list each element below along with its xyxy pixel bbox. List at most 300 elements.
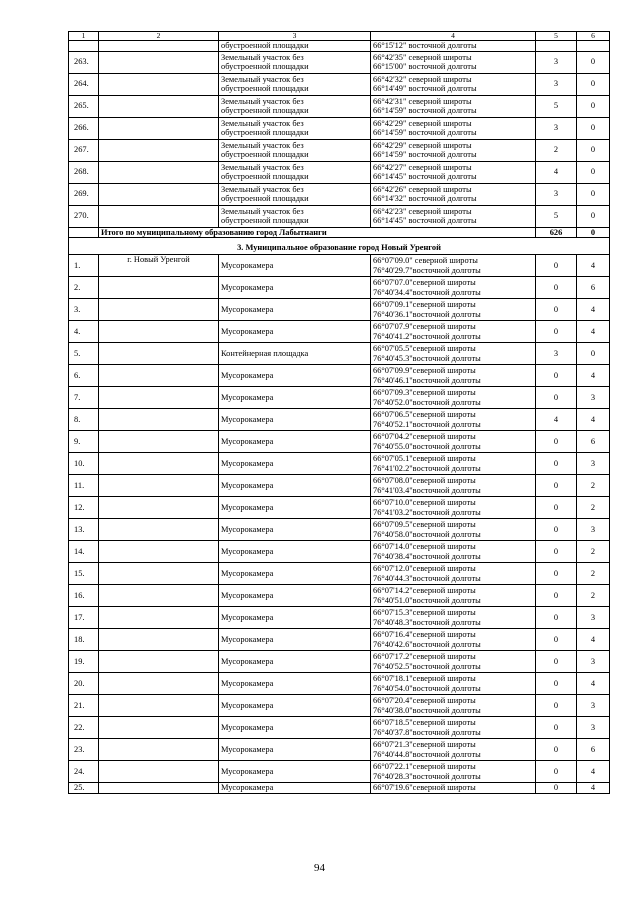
table-row [69,519,610,541]
value-col6-cell: 4 [577,673,610,695]
value-col6-cell: 4 [577,783,610,794]
object-type-line-1: Земельный участок без [221,184,304,194]
value-col5-cell: 0 [536,519,577,541]
coordinates-cell [371,717,536,739]
value-col6-cell [577,41,610,52]
row-number-cell: 266. [69,117,99,139]
coordinates-cell [371,739,536,761]
value-col5-cell: 0 [536,541,577,563]
latitude-text: 66°07'09.0" северной широты [373,256,478,266]
value-col5-cell: 0 [536,475,577,497]
locality-cell [99,73,219,95]
object-type-cell: Мусорокамера [219,277,371,299]
table-row [69,673,610,695]
latitude-text: 66°07'04.2"северной широты [373,432,476,442]
longitude-text: 76°40'28.3"восточной долготы [373,771,481,781]
locality-cell [99,161,219,183]
value-col5-cell: 3 [536,343,577,365]
value-col5-cell: 0 [536,277,577,299]
object-type-line-1: Земельный участок без [221,52,304,62]
value-col5-cell: 0 [536,585,577,607]
object-type-cell: Мусорокамера [219,695,371,717]
coordinates-cell [371,343,536,365]
table-row [69,541,610,563]
latitude-text: 66°07'14.2"северной широты [373,586,476,596]
table-row [69,183,610,205]
value-col6-cell: 4 [577,299,610,321]
row-number-cell [69,41,99,52]
longitude-text: 76°40'51.0"восточной долготы [373,595,481,605]
value-col5-cell: 0 [536,387,577,409]
value-col6-cell: 4 [577,255,610,277]
value-col6-cell: 4 [577,761,610,783]
object-type-cell: Мусорокамера [219,783,371,794]
latitude-text: 66°07'21.3"северной широты [373,740,476,750]
object-type-cell [219,117,371,139]
column-number-5: 5 [536,32,577,41]
object-type-cell: Мусорокамера [219,409,371,431]
latitude-text: 66°07'10.0"северной широты [373,498,476,508]
value-col5-cell: 0 [536,563,577,585]
value-col6-cell: 0 [577,161,610,183]
table-row [69,321,610,343]
table-row [69,783,610,794]
table-row [69,51,610,73]
row-number-cell: 4. [69,321,99,343]
value-col6-cell: 2 [577,585,610,607]
coordinates-cell [371,761,536,783]
column-number-4: 4 [371,32,536,41]
value-col6-cell: 4 [577,365,610,387]
longitude-text: 76°40'38.4"восточной долготы [373,551,481,561]
column-number-6: 6 [577,32,610,41]
latitude-text: 66°07'05.1"северной широты [373,454,476,464]
waste-sites-table-page [68,31,609,794]
object-type-line-2: обустроенной площадки [221,106,309,116]
locality-cell [99,585,219,607]
value-col6-cell: 6 [577,431,610,453]
waste-sites-table [68,31,610,794]
value-col6-cell: 3 [577,651,610,673]
longitude-text: 76°40'52.0"восточной долготы [373,397,481,407]
coordinates-cell [371,387,536,409]
longitude-text: 76°40'34.4"восточной долготы [373,287,481,297]
row-number-cell: 19. [69,651,99,673]
value-col6-cell: 4 [577,409,610,431]
row-number-cell: 265. [69,95,99,117]
column-number-3: 3 [219,32,371,41]
value-col6-cell: 0 [577,117,610,139]
coordinates-cell [371,117,536,139]
value-col5-cell: 0 [536,739,577,761]
column-number-2: 2 [99,32,219,41]
object-type-cell: Мусорокамера [219,321,371,343]
longitude-text: 76°40'44.3"восточной долготы [373,573,481,583]
value-col5-cell: 3 [536,51,577,73]
longitude-text: 76°40'44.8"восточной долготы [373,749,481,759]
value-col5-cell: 2 [536,139,577,161]
coordinates-cell [371,629,536,651]
object-type-cell: Мусорокамера [219,651,371,673]
coordinates-cell [371,431,536,453]
value-col5-cell: 0 [536,453,577,475]
value-col6-cell: 0 [577,139,610,161]
row-number-cell: 14. [69,541,99,563]
locality-cell [99,41,219,52]
total-value-col5: 626 [536,227,577,238]
latitude-text: 66°07'05.5"северной широты [373,344,476,354]
table-row [69,497,610,519]
value-col6-cell: 3 [577,607,610,629]
value-col5-cell: 0 [536,695,577,717]
section-title: 3. Муниципальное образование город Новый Уренгой [69,242,610,255]
table-row [69,585,610,607]
value-col5-cell: 3 [536,183,577,205]
value-col6-cell: 4 [577,629,610,651]
coordinates-cell: 66°07'19.6"северной широты [371,783,536,794]
coordinates-cell [371,651,536,673]
longitude-text: 66°14'49" восточной долготы [373,84,477,94]
locality-cell [99,277,219,299]
value-col5-cell: 0 [536,629,577,651]
row-number-cell: 267. [69,139,99,161]
longitude-text: 76°41'02.2"восточной долготы [373,463,481,473]
object-type-cell: Мусорокамера [219,519,371,541]
locality-cell [99,695,219,717]
longitude-text: 76°40'36.1"восточной долготы [373,309,481,319]
row-number-cell: 25. [69,783,99,794]
value-col6-cell: 3 [577,519,610,541]
value-col6-cell: 4 [577,321,610,343]
locality-cell [99,299,219,321]
longitude-text: 66°14'59" восточной долготы [373,106,477,116]
total-label: Итого по муниципальному образованию город Лабытнанги [99,227,536,238]
value-col5-cell: 4 [536,161,577,183]
object-type-cell [219,73,371,95]
object-type-cell: Контейнерная площадка [219,343,371,365]
object-type-cell [219,183,371,205]
table-row [69,343,610,365]
locality-cell [99,343,219,365]
locality-cell [99,629,219,651]
object-type-cell [219,161,371,183]
table-row [69,607,610,629]
value-col5-cell: 0 [536,783,577,794]
table-body [69,32,610,794]
section-title-row [69,242,610,255]
row-number-cell: 11. [69,475,99,497]
longitude-text: 76°40'41.2"восточной долготы [373,331,481,341]
column-number-1: 1 [69,32,99,41]
coordinates-cell [371,409,536,431]
object-type-cell: Мусорокамера [219,761,371,783]
table-row [69,73,610,95]
latitude-text: 66°07'08.0"северной широты [373,476,476,486]
object-type-line-2: обустроенной площадки [221,216,309,226]
continuation-row [69,41,610,52]
locality-cell [99,95,219,117]
latitude-text: 66°42'23" северной широты [373,206,472,216]
object-type-line-1: Земельный участок без [221,162,304,172]
locality-cell [99,607,219,629]
longitude-text: 76°40'37.8"восточной долготы [373,727,481,737]
table-row [69,563,610,585]
value-col6-cell: 0 [577,51,610,73]
latitude-text: 66°07'20.4"северной широты [373,696,476,706]
longitude-text: 66°14'59" восточной долготы [373,128,477,138]
longitude-text: 76°40'48.3"восточной долготы [373,617,481,627]
total-value-col6: 0 [577,227,610,238]
object-type-line-1: Земельный участок без [221,96,304,106]
row-number-cell: 268. [69,161,99,183]
row-number-cell: 9. [69,431,99,453]
value-col5-cell: 3 [536,73,577,95]
row-number-cell: 263. [69,51,99,73]
latitude-text: 66°07'16.4"северной широты [373,630,476,640]
locality-cell [99,51,219,73]
value-col5-cell: 5 [536,95,577,117]
coordinates-cell [371,497,536,519]
coordinates-cell [371,95,536,117]
locality-cell [99,117,219,139]
longitude-text: 76°40'55.0"восточной долготы [373,441,481,451]
value-col6-cell: 0 [577,183,610,205]
coordinates-cell: 66°15'12" восточной долготы [371,41,536,52]
value-col5-cell: 0 [536,321,577,343]
longitude-text: 76°40'52.1"восточной долготы [373,419,481,429]
value-col5-cell: 0 [536,651,577,673]
object-type-cell [219,95,371,117]
coordinates-cell [371,563,536,585]
column-number-header-row [69,32,610,41]
longitude-text: 66°14'45" восточной долготы [373,216,477,226]
coordinates-cell [371,205,536,227]
latitude-text: 66°07'14.0"северной широты [373,542,476,552]
latitude-text: 66°42'26" северной широты [373,184,472,194]
object-type-cell [219,51,371,73]
object-type-cell: Мусорокамера [219,739,371,761]
table-row [69,629,610,651]
row-number-cell: 2. [69,277,99,299]
row-number-cell: 16. [69,585,99,607]
table-row [69,695,610,717]
locality-cell [99,497,219,519]
row-number-cell: 20. [69,673,99,695]
row-number-cell [69,227,99,238]
row-number-cell: 1. [69,255,99,277]
row-number-cell: 5. [69,343,99,365]
locality-cell [99,453,219,475]
object-type-line-2: обустроенной площадки [221,172,309,182]
locality-cell [99,541,219,563]
coordinates-cell [371,585,536,607]
latitude-text: 66°42'32" северной широты [373,74,472,84]
object-type-cell: Мусорокамера [219,717,371,739]
value-col5-cell: 0 [536,497,577,519]
longitude-text: 76°40'54.0"восточной долготы [373,683,481,693]
object-type-line-1: Земельный участок без [221,118,304,128]
coordinates-cell [371,695,536,717]
value-col6-cell: 6 [577,277,610,299]
table-row [69,453,610,475]
object-type-cell: Мусорокамера [219,607,371,629]
object-type-cell: Мусорокамера [219,585,371,607]
locality-cell [99,673,219,695]
value-col6-cell: 3 [577,453,610,475]
locality-cell [99,651,219,673]
latitude-text: 66°42'29" северной широты [373,140,472,150]
table-row [69,475,610,497]
coordinates-cell [371,365,536,387]
value-col6-cell: 3 [577,387,610,409]
object-type-cell: Мусорокамера [219,299,371,321]
longitude-text: 66°14'59" восточной долготы [373,150,477,160]
row-number-cell: 270. [69,205,99,227]
coordinates-cell [371,453,536,475]
object-type-line-2: обустроенной площадки [221,150,309,160]
object-type-cell [219,205,371,227]
table-row [69,299,610,321]
locality-cell [99,475,219,497]
value-col6-cell: 0 [577,205,610,227]
row-number-cell: 12. [69,497,99,519]
object-type-line-1: Земельный участок без [221,140,304,150]
coordinates-cell [371,161,536,183]
table-row [69,205,610,227]
table-row [69,431,610,453]
coordinates-cell [371,673,536,695]
locality-cell [99,183,219,205]
table-row [69,277,610,299]
row-number-cell: 7. [69,387,99,409]
latitude-text: 66°07'12.0"северной широты [373,564,476,574]
row-number-cell: 6. [69,365,99,387]
value-col5-cell [536,41,577,52]
row-number-cell: 8. [69,409,99,431]
row-number-cell: 13. [69,519,99,541]
object-type-cell: Мусорокамера [219,475,371,497]
table-row [69,739,610,761]
table-row [69,117,610,139]
latitude-text: 66°07'07.9"северной широты [373,322,476,332]
row-number-cell: 15. [69,563,99,585]
locality-cell [99,387,219,409]
longitude-text: 66°14'32" восточной долготы [373,194,477,204]
coordinates-cell [371,73,536,95]
coordinates-cell [371,277,536,299]
longitude-text: 76°40'42.6"восточной долготы [373,639,481,649]
longitude-text: 76°40'45.3"восточной долготы [373,353,481,363]
latitude-text: 66°07'09.3"северной широты [373,388,476,398]
latitude-text: 66°42'31" северной широты [373,96,472,106]
latitude-text: 66°07'15.3"северной широты [373,608,476,618]
row-number-cell: 23. [69,739,99,761]
object-type-line-2: обустроенной площадки [221,62,309,72]
table-row [69,717,610,739]
latitude-text: 66°42'29" северной широты [373,118,472,128]
latitude-text: 66°07'09.1"северной широты [373,300,476,310]
row-number-cell: 17. [69,607,99,629]
value-col5-cell: 0 [536,299,577,321]
value-col5-cell: 3 [536,117,577,139]
value-col5-cell: 5 [536,205,577,227]
value-col6-cell: 3 [577,717,610,739]
value-col6-cell: 2 [577,475,610,497]
object-type-cell: Мусорокамера [219,497,371,519]
longitude-text: 76°41'03.2"восточной долготы [373,507,481,517]
coordinates-cell [371,541,536,563]
table-row [69,409,610,431]
object-type-cell: Мусорокамера [219,431,371,453]
table-row [69,161,610,183]
value-col6-cell: 3 [577,695,610,717]
latitude-text: 66°07'22.1"северной широты [373,762,476,772]
coordinates-cell [371,51,536,73]
coordinates-cell [371,139,536,161]
coordinates-cell [371,607,536,629]
locality-cell [99,139,219,161]
longitude-text: 76°40'29.7"восточной долготы [373,265,481,275]
table-row [69,761,610,783]
value-col5-cell: 0 [536,255,577,277]
table-row [69,651,610,673]
locality-cell [99,409,219,431]
row-number-cell: 269. [69,183,99,205]
object-type-cell: Мусорокамера [219,255,371,277]
locality-cell [99,783,219,794]
longitude-text: 66°15'00" восточной долготы [373,62,477,72]
value-col6-cell: 2 [577,541,610,563]
locality-cell [99,563,219,585]
object-type-line-1: Земельный участок без [221,206,304,216]
object-type-line-2: обустроенной площадки [221,128,309,138]
row-number-cell: 3. [69,299,99,321]
row-number-cell: 21. [69,695,99,717]
total-row [69,227,610,238]
longitude-text: 76°40'58.0"восточной долготы [373,529,481,539]
locality-cell [99,519,219,541]
longitude-text: 76°40'38.0"восточной долготы [373,705,481,715]
table-row [69,255,610,277]
locality-cell [99,321,219,343]
longitude-text: 76°41'03.4"восточной долготы [373,485,481,495]
coordinates-cell [371,183,536,205]
latitude-text: 66°42'27" северной широты [373,162,472,172]
value-col6-cell: 2 [577,563,610,585]
locality-cell: г. Новый Уренгой [99,255,219,277]
value-col5-cell: 0 [536,761,577,783]
locality-cell [99,431,219,453]
value-col5-cell: 0 [536,431,577,453]
table-row [69,365,610,387]
object-type-cell: Мусорокамера [219,387,371,409]
row-number-cell: 18. [69,629,99,651]
object-type-line-1: Земельный участок без [221,74,304,84]
object-type-cell: Мусорокамера [219,365,371,387]
value-col6-cell: 0 [577,73,610,95]
longitude-text: 66°14'45" восточной долготы [373,172,477,182]
value-col6-cell: 2 [577,497,610,519]
value-col5-cell: 0 [536,365,577,387]
object-type-cell: Мусорокамера [219,453,371,475]
table-row [69,139,610,161]
locality-cell [99,761,219,783]
row-number-cell: 264. [69,73,99,95]
value-col6-cell: 0 [577,343,610,365]
table-row [69,95,610,117]
latitude-text: 66°07'09.5"северной широты [373,520,476,530]
coordinates-cell [371,475,536,497]
